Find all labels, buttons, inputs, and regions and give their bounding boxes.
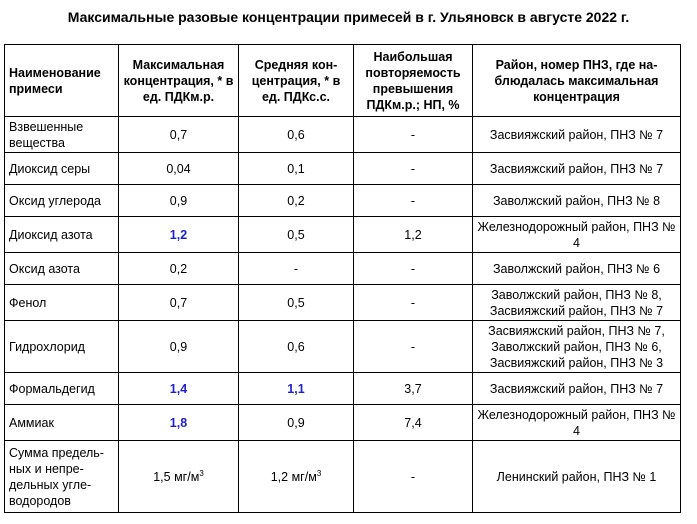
cell-max: 0,04 bbox=[119, 153, 239, 185]
cell-avg: 0,5 bbox=[239, 217, 354, 253]
page-title: Максимальные разовые концентрации примесей в г. Ульяновск в августе 2022 г. bbox=[67, 9, 630, 25]
cell-name: Сумма предель-ных и непре-дельных угле-водородов bbox=[5, 441, 119, 513]
cell-np: 1,2 bbox=[354, 217, 473, 253]
table-row bbox=[5, 185, 681, 217]
cell-np: - bbox=[354, 253, 473, 285]
cell-name: Гидрохлорид bbox=[5, 321, 119, 373]
cell-name: Диоксид азота bbox=[5, 217, 119, 253]
cell-district: Заволжский район, ПНЗ № 6 bbox=[473, 253, 681, 285]
cell-max: 0,9 bbox=[119, 185, 239, 217]
table-row bbox=[5, 217, 681, 253]
cell-district: Засвияжский район, ПНЗ № 7 bbox=[473, 373, 681, 405]
cell-avg: 0,2 bbox=[239, 185, 354, 217]
cell-np: - bbox=[354, 441, 473, 513]
concentration-table bbox=[4, 44, 681, 513]
cell-name: Оксид углерода bbox=[5, 185, 119, 217]
cell-name: Фенол bbox=[5, 285, 119, 321]
cell-max: 1,2 bbox=[119, 217, 239, 253]
cell-np: - bbox=[354, 321, 473, 373]
cell-avg: 0,6 bbox=[239, 117, 354, 153]
cell-name: Формальдегид bbox=[5, 373, 119, 405]
cell-max: 0,7 bbox=[119, 117, 239, 153]
header-avg-concentration: Средняя кон-центрация, * в ед. ПДКс.с. bbox=[239, 45, 354, 117]
cell-district: Засвияжский район, ПНЗ № 7 bbox=[473, 153, 681, 185]
unit-superscript: 3 bbox=[199, 468, 204, 478]
cell-avg: 1,1 bbox=[239, 373, 354, 405]
cell-name: Диоксид серы bbox=[5, 153, 119, 185]
unit-superscript: 3 bbox=[316, 468, 322, 478]
cell-district: Железнодорожный район, ПНЗ № 4 bbox=[473, 405, 681, 441]
cell-avg: 0,9 bbox=[239, 405, 354, 441]
table-row bbox=[5, 117, 681, 153]
cell-np: - bbox=[354, 153, 473, 185]
cell-max-value: 1,5 мг/м bbox=[153, 469, 200, 484]
table-row bbox=[5, 253, 681, 285]
cell-max: 1,8 bbox=[119, 405, 239, 441]
cell-max bbox=[119, 441, 239, 513]
cell-district: Засвияжский район, ПНЗ № 7 bbox=[473, 117, 681, 153]
cell-np: - bbox=[354, 185, 473, 217]
cell-district: Заволжский район, ПНЗ № 8, Засвияжский район, ПНЗ № 7 bbox=[473, 285, 681, 321]
cell-max: 0,7 bbox=[119, 285, 239, 321]
cell-avg-value: 1,2 мг/м bbox=[270, 469, 317, 484]
cell-name: Взвешенные вещества bbox=[5, 117, 119, 153]
cell-avg: - bbox=[239, 253, 354, 285]
header-impurity: Наименование примеси bbox=[5, 45, 119, 117]
cell-np: 3,7 bbox=[354, 373, 473, 405]
cell-avg: 0,6 bbox=[239, 321, 354, 373]
header-exceedance: Наибольшая повторяемость превышения ПДКм.р.; НП, % bbox=[354, 45, 473, 117]
cell-max: 0,9 bbox=[119, 321, 239, 373]
cell-avg: 0,5 bbox=[239, 285, 354, 321]
cell-max: 0,2 bbox=[119, 253, 239, 285]
cell-avg bbox=[239, 441, 354, 513]
cell-name: Аммиак bbox=[5, 405, 119, 441]
header-district: Район, номер ПНЗ, где на-блюдалась максимальная концентрация bbox=[473, 45, 681, 117]
cell-district: Засвияжский район, ПНЗ № 7, Заволжский район, ПНЗ № 6, Засвияжский район, ПНЗ № 3 bbox=[473, 321, 681, 373]
table-row bbox=[5, 153, 681, 185]
cell-district: Железнодорожный район, ПНЗ № 4 bbox=[473, 217, 681, 253]
table-row bbox=[5, 405, 681, 441]
cell-max: 1,4 bbox=[119, 373, 239, 405]
cell-district: Заволжский район, ПНЗ № 8 bbox=[473, 185, 681, 217]
cell-np: 7,4 bbox=[354, 405, 473, 441]
cell-np: - bbox=[354, 285, 473, 321]
cell-avg: 0,1 bbox=[239, 153, 354, 185]
table-row bbox=[5, 441, 681, 513]
header-max-concentration: Максимальная концентрация, * в ед. ПДКм.р. bbox=[119, 45, 239, 117]
table-header-row bbox=[5, 45, 681, 117]
cell-name: Оксид азота bbox=[5, 253, 119, 285]
cell-np: - bbox=[354, 117, 473, 153]
cell-district: Ленинский район, ПНЗ № 1 bbox=[473, 441, 681, 513]
table-row bbox=[5, 285, 681, 321]
table-row bbox=[5, 321, 681, 373]
table-row bbox=[5, 373, 681, 405]
